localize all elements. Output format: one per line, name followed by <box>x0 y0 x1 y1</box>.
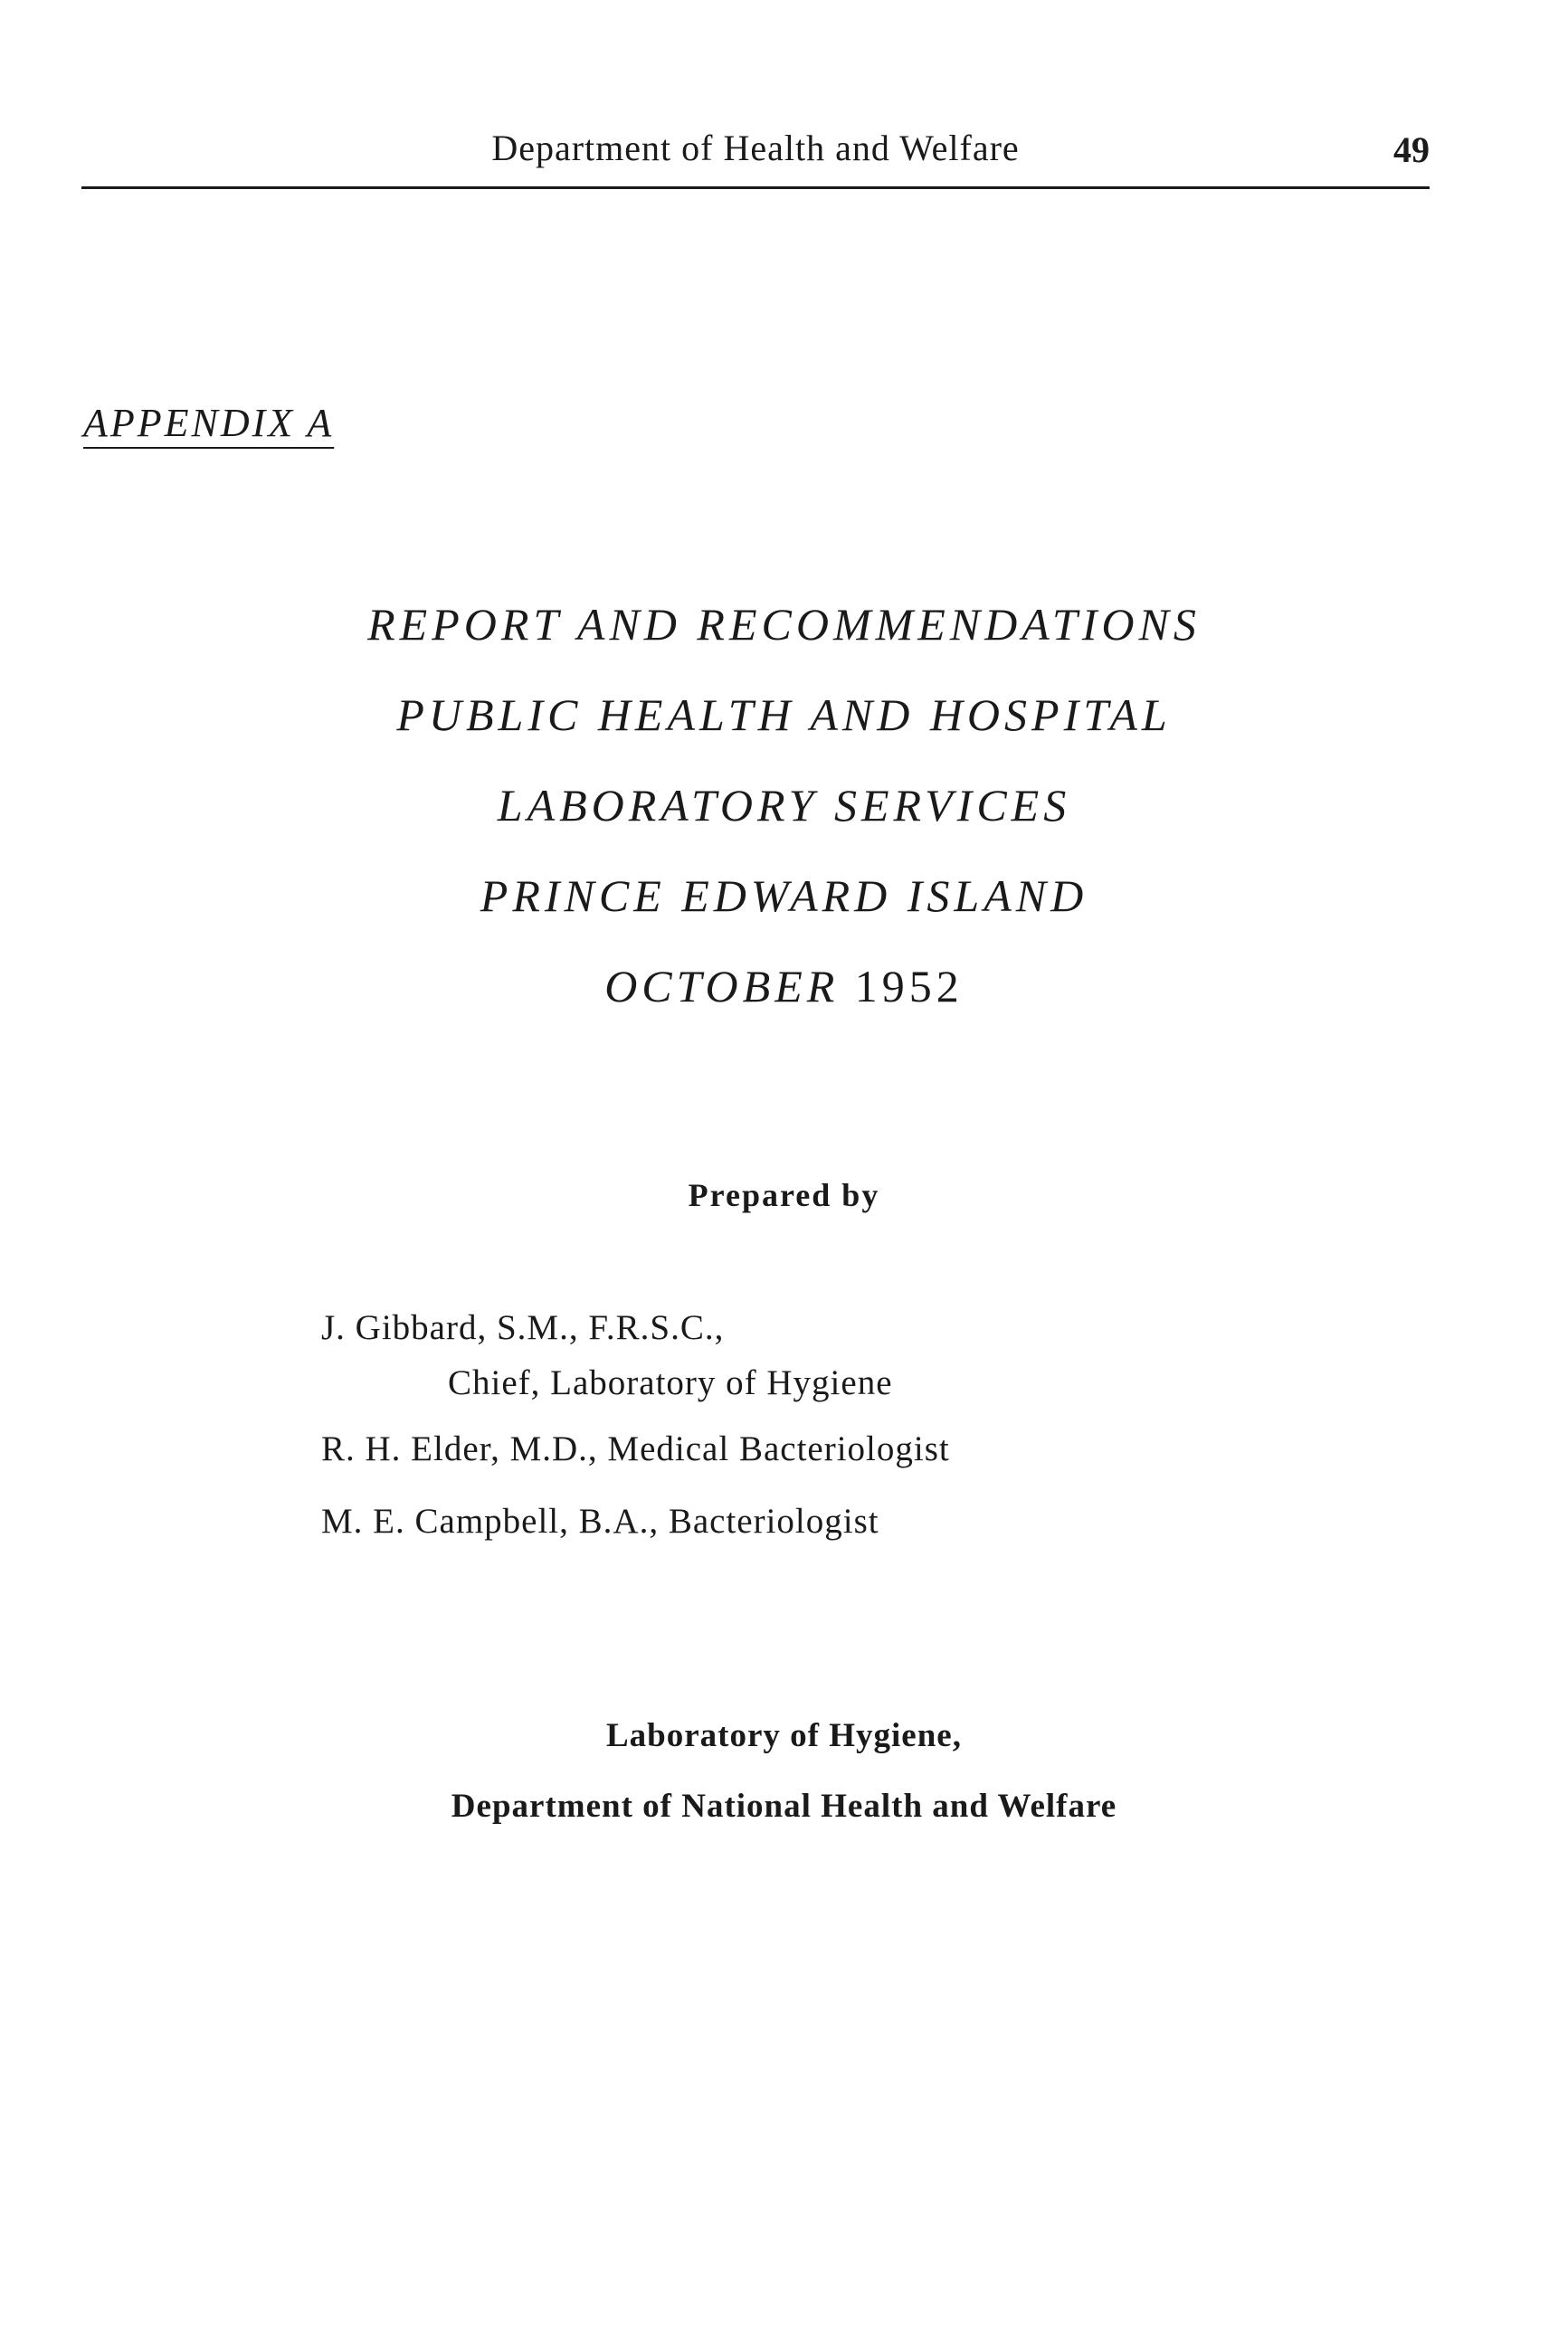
title-month: OCTOBER <box>604 961 840 1011</box>
author-1-name: J. Gibbard, S.M., F.R.S.C., <box>321 1308 725 1347</box>
prepared-by-label: Prepared by <box>688 1177 880 1213</box>
title-date-line <box>0 941 1568 1031</box>
title-year: 1952 <box>854 961 964 1011</box>
running-header <box>81 127 1430 199</box>
institution-line-1: Laboratory of Hygiene, <box>606 1717 962 1754</box>
header-rule <box>81 186 1430 189</box>
author-2: R. H. Elder, M.D., Medical Bacteriologist <box>321 1429 950 1468</box>
title-line-4: PRINCE EDWARD ISLAND <box>480 870 1088 921</box>
title-line-2: PUBLIC HEALTH AND HOSPITAL <box>396 689 1172 740</box>
institution-block <box>0 1701 1568 1842</box>
author-3: M. E. Campbell, B.A., Bacteriologist <box>321 1502 879 1541</box>
author-list <box>321 1303 950 1558</box>
page-number: 49 <box>1393 129 1430 170</box>
running-title: Department of Health and Welfare <box>491 128 1020 168</box>
title-line-3: LABORATORY SERVICES <box>497 780 1071 831</box>
report-title-block <box>0 579 1568 1031</box>
title-line-1: REPORT AND RECOMMENDATIONS <box>367 599 1201 650</box>
author-1-role: Chief, Laboratory of Hygiene <box>448 1363 893 1402</box>
institution-line-2: Department of National Health and Welfare <box>451 1788 1117 1825</box>
appendix-heading: APPENDIX A <box>83 401 335 445</box>
